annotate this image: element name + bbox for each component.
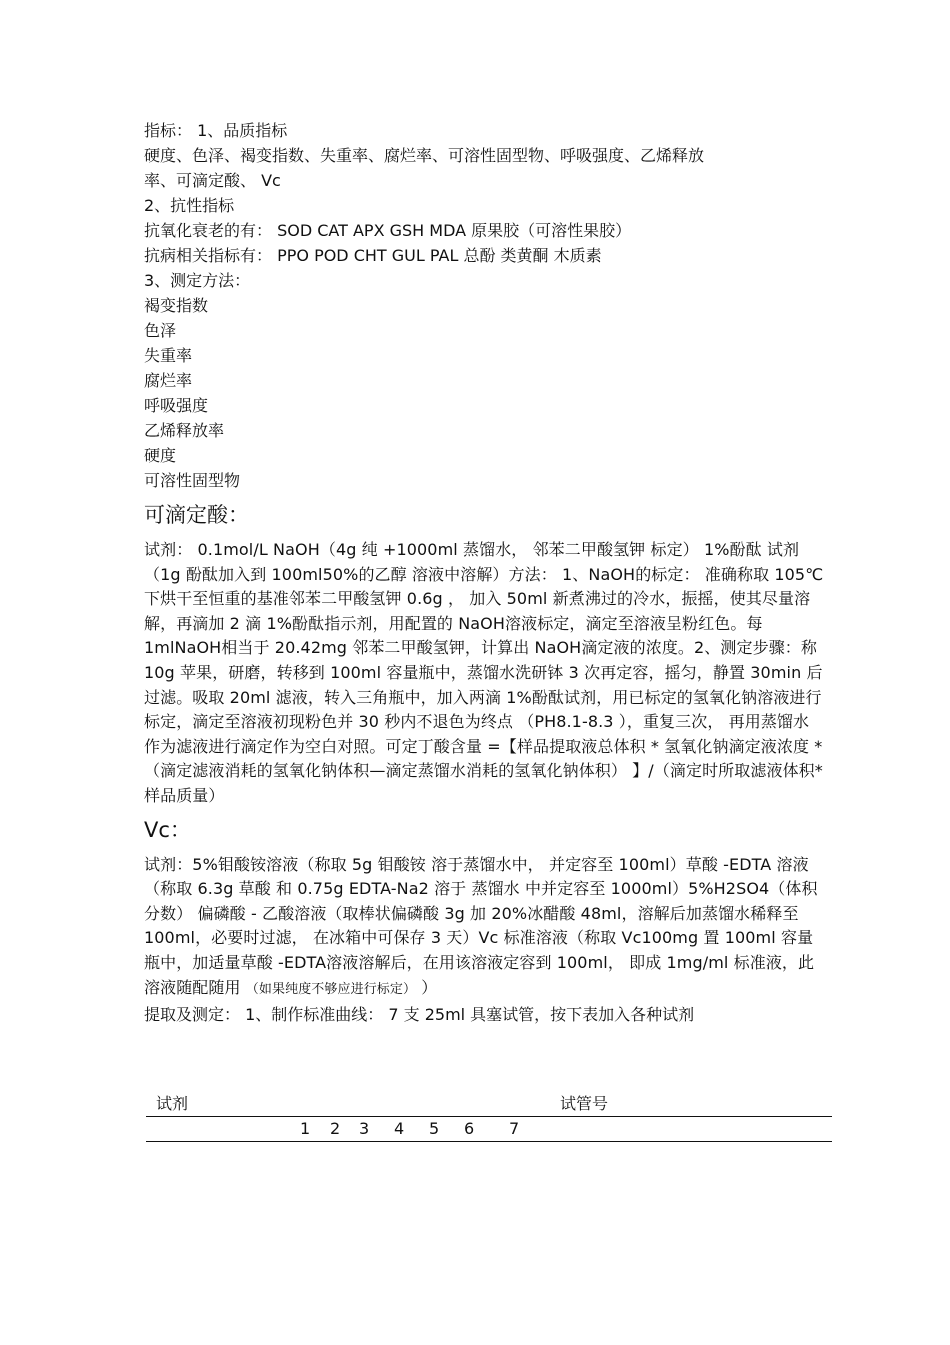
text-line: 硬度、色泽、褐变指数、失重率、腐烂率、可溶性固型物、呼吸强度、乙烯释放 <box>144 146 705 165</box>
vc-heading: Vc： <box>144 817 191 842</box>
table-header-row <box>146 1092 832 1116</box>
text-line: 色泽 <box>144 321 177 340</box>
tube-number: 5 <box>429 1119 440 1138</box>
header-tube-number: 试管号 <box>560 1094 609 1113</box>
tube-number: 6 <box>464 1119 475 1138</box>
text-line: 抗氧化衰老的有： SOD CAT APX GSH MDA 原果胶（可溶性果胶） <box>144 221 632 240</box>
text-line: 可溶性固型物 <box>144 471 241 490</box>
table-bottom-border <box>146 1141 832 1142</box>
header-reagent: 试剂 <box>156 1094 189 1113</box>
tube-number: 7 <box>509 1119 520 1138</box>
tube-number: 1 <box>300 1119 311 1138</box>
indicators-section <box>144 118 824 493</box>
tube-number: 3 <box>359 1119 370 1138</box>
vc-text: 试剂：5%钼酸铵溶液（称取 5g 钼酸铵 溶于蒸馏水中， 并定容至 100ml）草酸 -EDTA 溶液（称取 6.3g 草酸 和 0.75g EDTA-Na2 溶于 蒸馏水 中并定容至 1000ml）5%H2SO4（体积分数） 偏磷酸 - 乙酸溶液（取棒状偏磷酸 3g 加 20%冰醋酸 48ml，溶解后加蒸馏水稀释至 100ml，必要时过滤， 在冰箱中可保存 3 天）Vc 标准溶液（称取 Vc100mg 置 100ml 容量瓶中，加适量草酸 -EDTA溶液溶解后，在用该溶液定容到 100ml， 即成 1mg/ml 标准液，此溶液随配随用 <box>144 854 818 997</box>
text-line: 率、可滴定酸、 Vc <box>144 171 281 190</box>
acid-heading: 可滴定酸： <box>144 503 249 527</box>
acid-paragraph: 试剂： 0.1mol/L NaOH（4g 纯 +1000ml 蒸馏水， 邻苯二甲酸氢钾 标定） 1%酚酞 试剂（1g 酚酞加入到 100ml50%的乙醇 溶液中溶解）方法： 1、NaOH的标定： 准确称取 105℃下烘干至恒重的基准邻苯二甲酸氢钾 0.6g ， 加入 50ml 新煮沸过的冷水，振摇，使其尽量溶解，再滴加 2 滴 1%酚酞指示剂，用配置的 NaOH溶液标定，滴定至溶液呈粉红色。每 1mlNaOH相当于 20.42mg 邻苯二甲酸氢钾，计算出 NaOH滴定液的浓度。2、测定步骤：称 10g 苹果，研磨，转移到 100ml 容量瓶中，蒸馏水洗研钵 3 次再定容，摇匀，静置 30min 后过滤。吸取 20ml 滤液，转入三角瓶中，加入两滴 1%酚酞试剂，用已标定的氢氧化钠溶液进行标定，滴定至溶液初现粉色并 30 秒内不退色为终点 （PH8.1-8.3 ），重复三次， 再用蒸馏水作为滤液进行滴定作为空白对照。可定丁酸含量 =【样品提取液总体积 * 氢氧化钠滴定液浓度 *（滴定滤液消耗的氢氧化钠体积—滴定蒸馏水消耗的氢氧化钠体积） 】/（滴定时所取滤液体积*样品质量） <box>144 540 824 805</box>
table-row <box>146 1117 832 1141</box>
vc-paragraph <box>144 853 824 1003</box>
vc-close: ） <box>416 977 438 997</box>
text-line: 腐烂率 <box>144 371 193 390</box>
tube-number: 2 <box>330 1119 341 1138</box>
vc-extraction-line: 提取及测定： 1、制作标准曲线： 7 支 25ml 具塞试管，按下表加入各种试剂 <box>144 1005 695 1025</box>
reagent-table <box>146 1092 832 1142</box>
tube-number: 4 <box>394 1119 405 1138</box>
text-line: 褐变指数 <box>144 296 209 315</box>
document-page <box>144 118 824 1027</box>
text-line: 3、测定方法： <box>144 271 251 290</box>
vc-note: （如果纯度不够应进行标定） <box>245 981 417 997</box>
text-line: 硬度 <box>144 446 177 465</box>
text-line: 乙烯释放率 <box>144 421 225 440</box>
text-line: 失重率 <box>144 346 193 365</box>
text-line: 抗病相关指标有： PPO POD CHT GUL PAL 总酚 类黄酮 木质素 <box>144 246 602 265</box>
text-line: 指标： 1、品质指标 <box>144 121 288 140</box>
text-line: 2、抗性指标 <box>144 196 235 215</box>
text-line: 呼吸强度 <box>144 396 209 415</box>
